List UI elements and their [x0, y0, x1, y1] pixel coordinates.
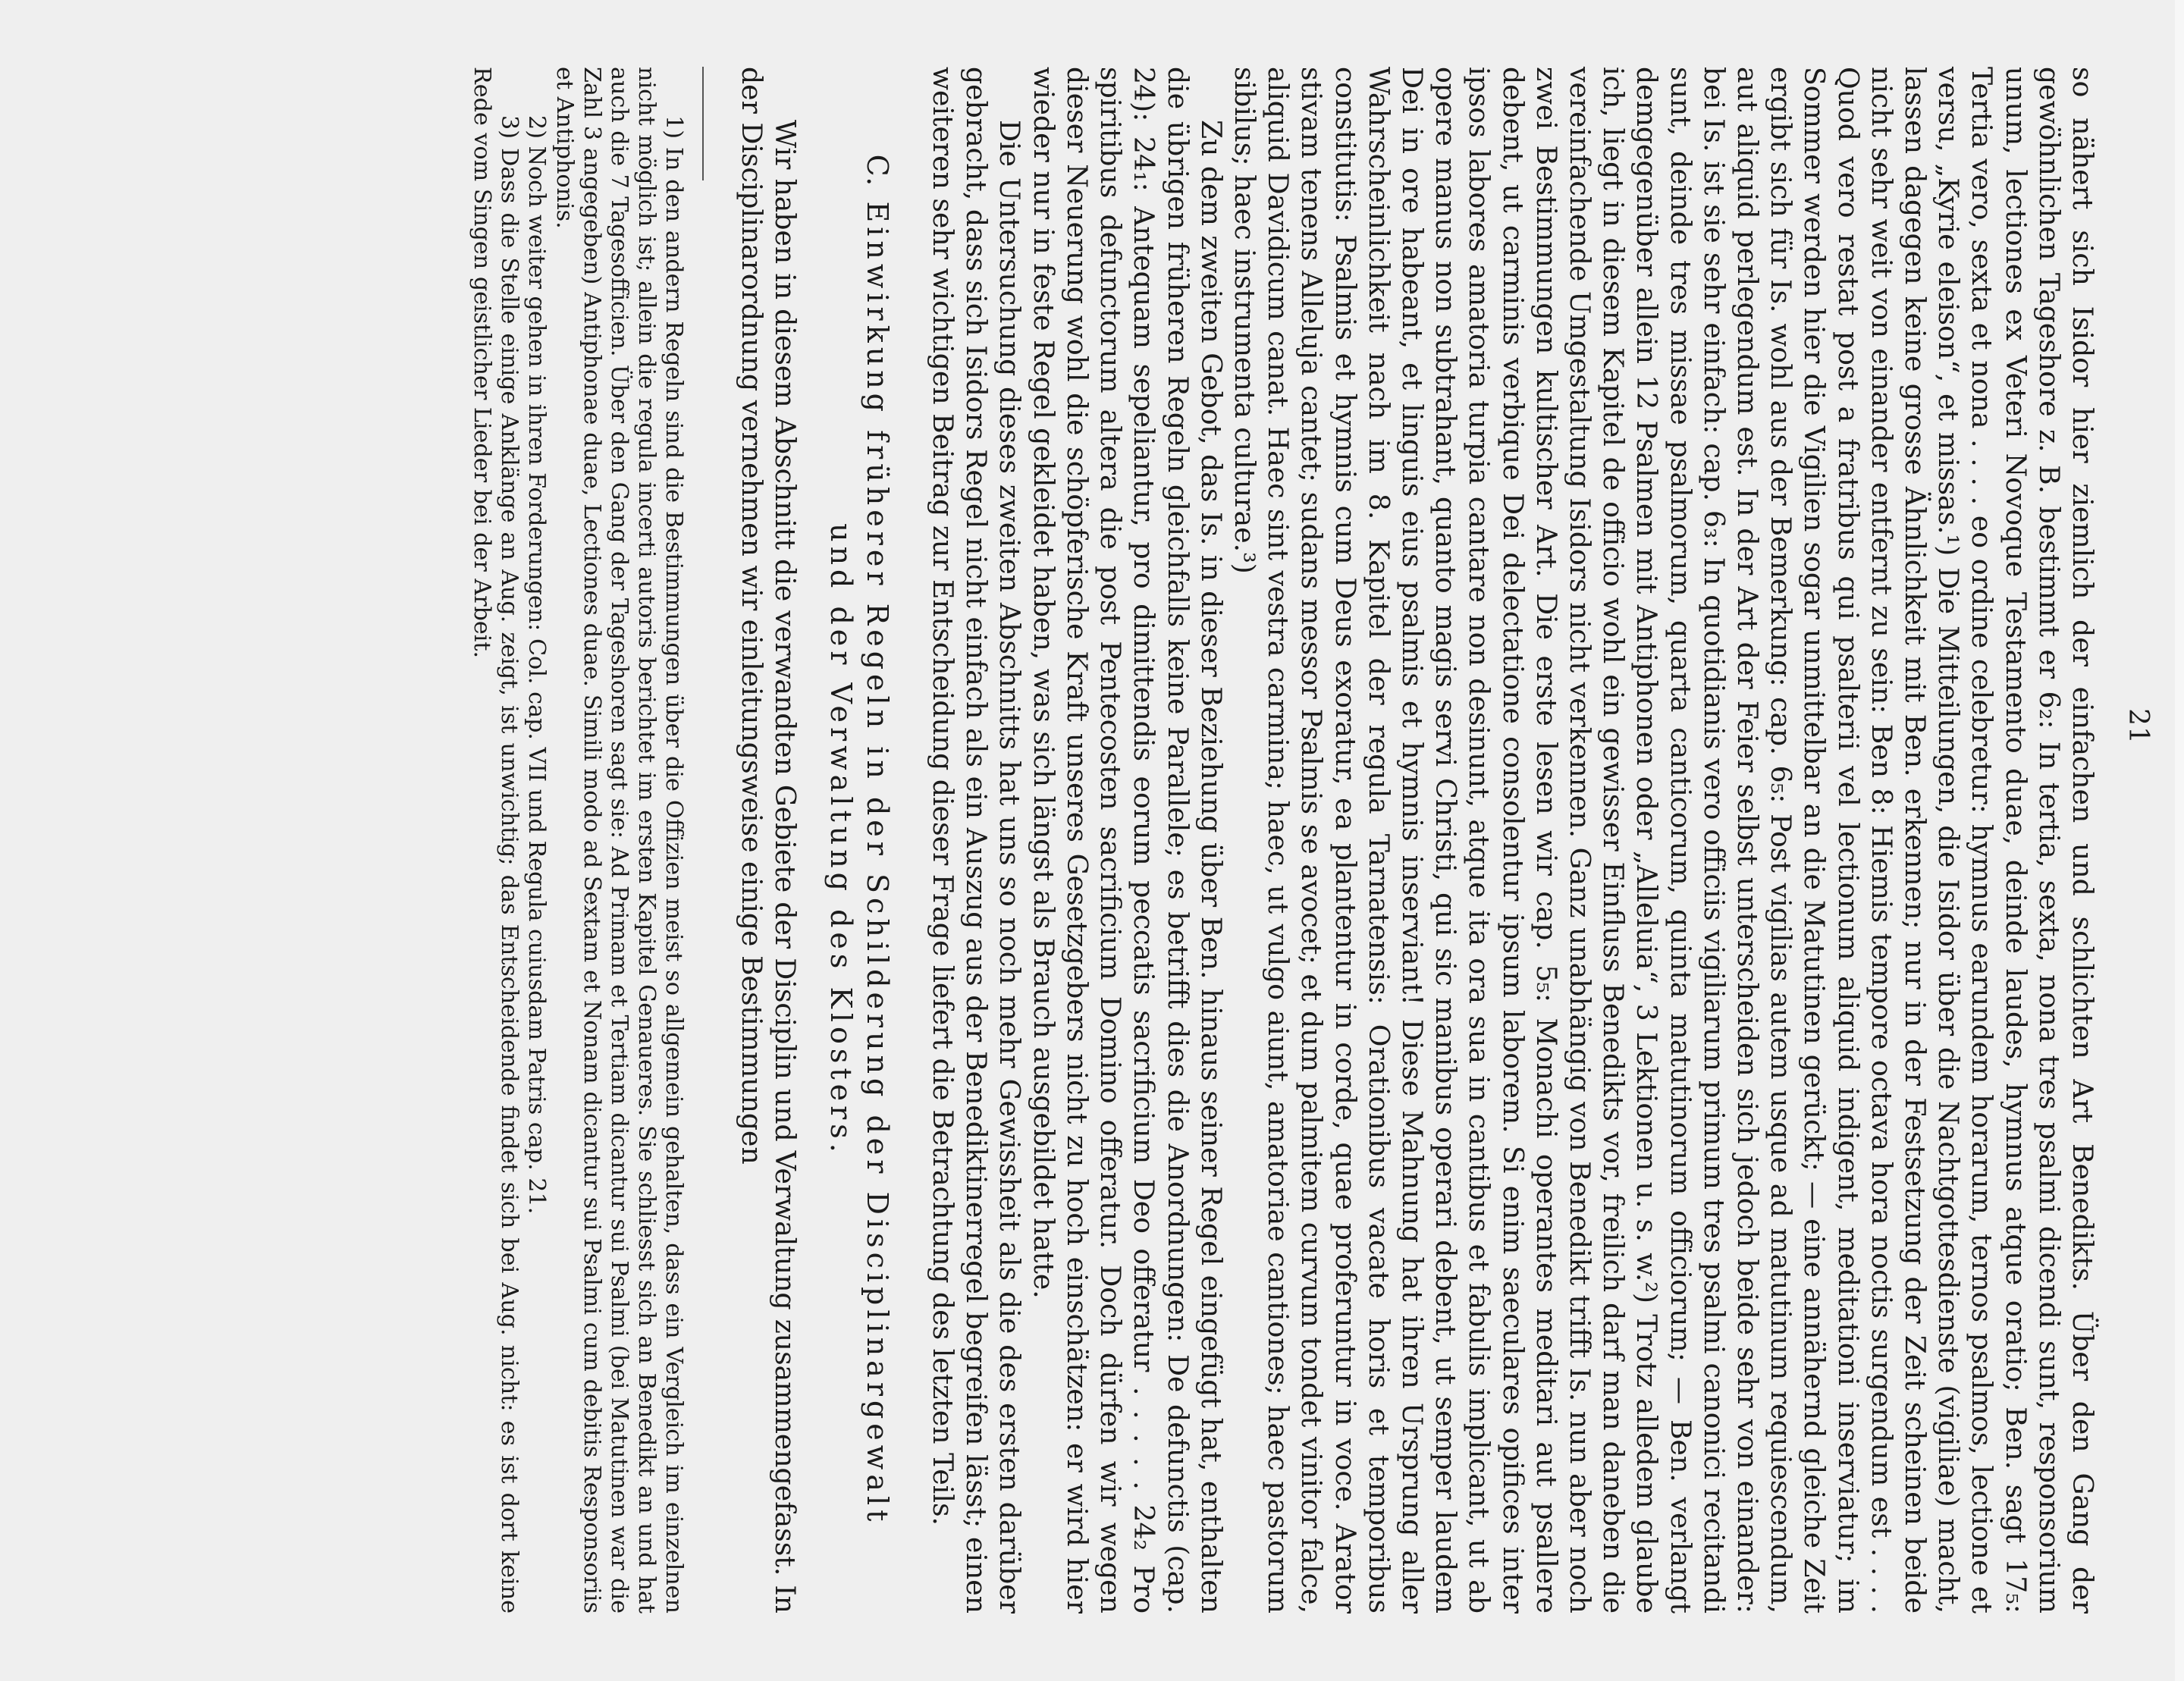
section-heading-line-1	[859, 67, 896, 1614]
paragraph-3: Die Untersuchung dieses zweiten Abschnitts hat uns so noch mehr Gewissheit als die des ersten darüber gebracht, dass sich Isidors Regel nicht einfach als ein Auszug aus der Benediktinerregel begreifen lässt; einen weiteren sehr wichtigen Beitrag zur Entscheidung dieser Frage liefert die Betrachtung des letzten Teils.	[927, 67, 1027, 1614]
section-title-line-1: Einwirkung früherer Regeln in der Schilderung der Disciplinargewalt	[860, 201, 894, 1526]
paragraph-1: so nähert sich Isidor hier ziemlich der einfachen und schlichten Art Benedikts. Über den Gang der gewöhnlichen Tageshore z. B. bestimmt er 6₂: In tertia, sexta, nona tres psalmi dicendi sunt, responsorium unum, lectiones ex Veteri Novoque Testamento duae, deinde laudes, hymnus atque oratio; Ben. sagt 17₅: Tertia vero, sexta et nona . . . . eo ordine celebretur: hymnus earundem horarum, ternos psalmos, lectione et versu, „Kyrie eleison“, et missas.¹) Die Mitteilungen, die Isidor über die Nachtgottesdienste (vigiliae) macht, lassen dagegen keine grosse Ähnlichkeit mit Ben. erkennen; nur in der Festsetzung der Zeit scheinen beide nicht sehr weit von einander entfernt zu sein: Ben 8: Hiemis tempore octava hora noctis surgendum est . . . . Quod vero restat post a fratribus qui psalterii vel lectionum aliquid indigent, meditationi inserviatur; im Sommer werden hier die Vigilien sogar unmittelbar an die Matutinen gerückt; — eine annähernd gleiche Zeit ergibt sich für Is. wohl aus der Bemerkung: cap. 6₅: Post vigilias autem usque ad matutinum requiescendum, aut aliquid perlegendum est. In der Art der Feier selbst unterscheiden sich jedoch beide sehr von einander: bei Is. ist sie sehr einfach: cap. 6₃: In quotidianis vero officiis vigiliarum primum tres psalmi canonici recitandi sunt, deinde tres missae psalmorum, quarta canticorum, quinta matutinorum officiorum; — Ben. verlangt demgegenüber allein 12 Psalmen mit Antiphonen oder „Alleluia“, 3 Lektionen u. s. w.²) Trotz alledem glaube ich, liegt in diesem Kapitel de officio wohl ein gewisser Einfluss Benedikts vor, freilich darf man daneben die vereinfachende Umgestaltung Isidors nicht verkennen. Ganz unabhängig von Benedikt trifft Is. nun aber noch zwei Bestimmungen kultischer Art. Die erste lesen wir cap. 5₅: Monachi operantes meditari aut psallere debent, ut carminis verbique Dei delectatione consolentur ipsum laborem. Si enim saeculares opifices inter ipsos labores amatoria turpia cantare non desinunt, atque ita ora sua in cantibus et fabulis implicant, ut ab opere manus non subtrahant, quanto magis servi Christi, qui sic manibus operari debent, ut semper laudem Dei in ore habeant, et linguis eius psalmis et hymnis inserviant! Diese Mahnung hat ihren Ursprung aller Wahrscheinlichkeit nach im 8. Kapitel der regula Tarnatensis: Orationibus vacate horis et temporibus constitutis: Psalmis et hymnis cum Deus exoratur, ea plantentur in corde, quae proferuntur in voce. Arator stivam tenens Alleluja cantet; sudans messor Psalmis se avocet; et dum palmitem curvum tondet vinitor falce, aliquid Davidicum canat. Haec sint vestra carmina; haec, ut vulgo aiunt, amatoriae cantiones; haec pastorum sibilus; haec instrumenta culturae.³)	[1228, 67, 2099, 1614]
footnote-rule	[702, 67, 704, 180]
section-letter: C.	[860, 154, 894, 188]
paragraph-4: Wir haben in diesem Abschnitt die verwandten Gebiete der Disciplin und Verwaltung zusammengefasst. In der Disciplinarordnung vernehmen wir einleitungsweise einige Bestimmungen	[735, 67, 802, 1614]
page-number: 21	[2123, 708, 2154, 745]
footnotes	[468, 67, 688, 1614]
footnote-3: 3) Dass die Stelle einige Anklänge an Aug. zeigt, ist unwichtig; das Entscheidende findet sich bei Aug. nicht: es ist dort keine Rede vom Singen geistlicher Lieder bei der Arbeit.	[469, 67, 523, 1614]
footnote-1: 1) In den andern Regeln sind die Bestimmungen über die Offizien meist so allgemein gehalten, dass ein Vergleich im einzelnen nicht möglich ist; allein die regula incerti autoris berichtet im ersten Kapitel Genaueres. Sie schliesst sich an Benedikt an und hat auch die 7 Tagesofficien. Über den Gang der Tageshoren sagt sie: Ad Primam et Tertiam dicantur sui Psalmi (bei Matutinen war die Zahl 3 angegeben) Antiphonae duae, Lectiones duae. Simili modo ad Sextam et Nonam dicantur sui Psalmi cum debitis Responsoriis et Antiphonis.	[551, 67, 688, 1614]
page-content	[468, 67, 2099, 1614]
section-title-line-2: und der Verwaltung des Klosters.	[824, 523, 858, 1157]
section-heading	[823, 67, 896, 1614]
footnote-2: 2) Noch weiter gehen in ihren Forderungen: Col. cap. VII und Regula cuiusdam Patris cap. 21.	[523, 115, 551, 1215]
body-text-after-heading	[734, 67, 801, 1614]
paragraph-2: Zu dem zweiten Gebot, das Is. in dieser Beziehung über Ben. hinaus seiner Regel eingefügt hat, enthalten die übrigen früheren Regeln gleichfalls keine Parallele; es betrifft dies die Anordnungen: De defunctis (cap. 24): 24₁: Antequam sepeliantur, pro dimittendis eorum peccatis sacrificium Deo offeratur . . . . . 24₂ Pro spiritibus defunctorum altera die post Pentecosten sacrificium Domino offeratur. Doch dürfen wir wegen dieser Neuerung wohl die schöpferische Kraft unseres Gesetzgebers nicht zu hoch einschätzen: er wird hier wieder nur in feste Regel gekleidet haben, was sich längst als Brauch ausgebildet hatte.	[1027, 67, 1228, 1614]
body-text	[926, 67, 2099, 1614]
